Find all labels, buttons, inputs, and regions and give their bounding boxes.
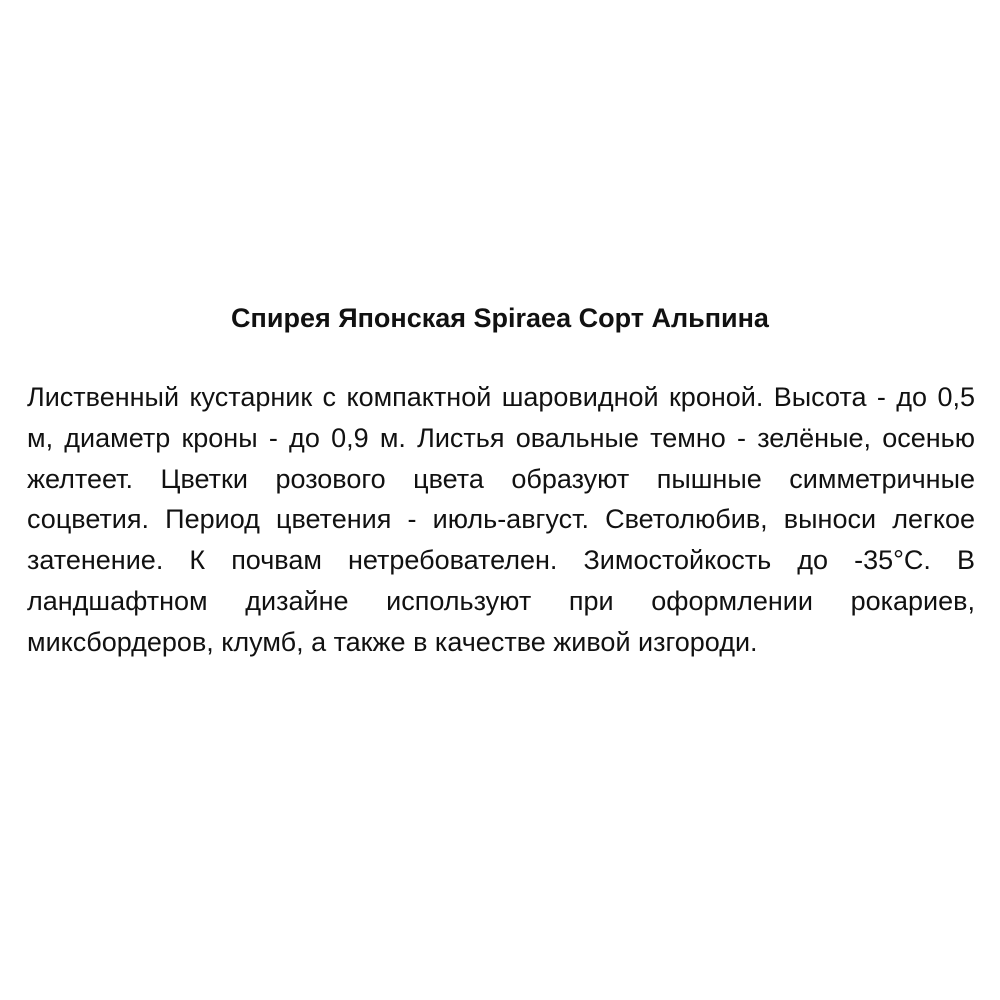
product-description: Лиственный кустарник с компактной шаровидной кроной. Высота - до 0,5 м, диаметр кроны - до 0,9 м. Листья овальные темно - зелёные, осенью желтеет. Цветки розового цвета образуют пышные симметричные соцветия. Период цветения - июль-август. Светолюбив, выноси легкое затенение. К почвам нетребователен. Зимостойкость до -35°С. В ландшафтном дизайне используют при оформлении рокариев, миксбордеров, клумб, а также в качестве живой изгороди. [27, 382, 975, 657]
product-title: Спирея Японская Spiraea Сорт Альпина [231, 303, 769, 333]
